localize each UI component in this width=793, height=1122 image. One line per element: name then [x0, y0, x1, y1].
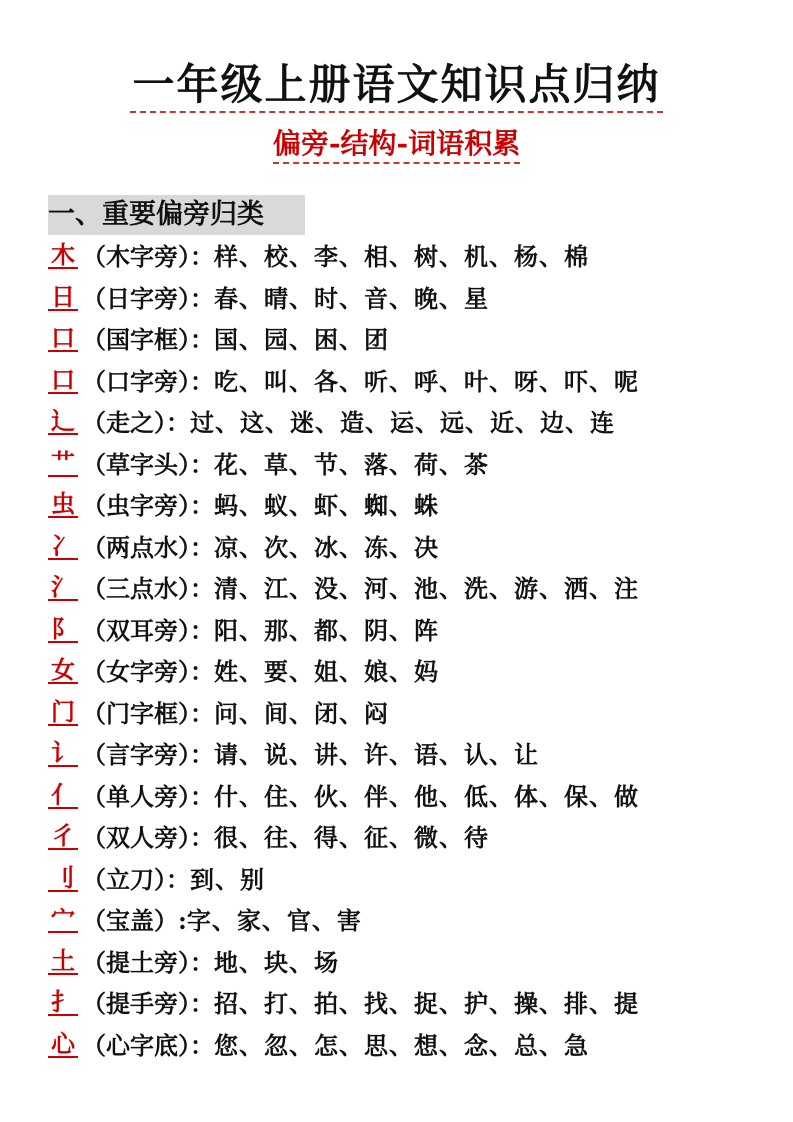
radical: 日: [48, 278, 78, 311]
page-subtitle: [0, 122, 793, 162]
example-characters: 凉、次、冰、冻、决: [214, 532, 439, 562]
radical-name: （单人旁）：: [82, 781, 214, 811]
radical-name: （国字框）：: [82, 325, 214, 354]
radical-row: [48, 568, 639, 610]
page-title: [0, 52, 793, 112]
example-characters: 什、住、伙、伴、他、低、体、保、做: [214, 781, 639, 811]
radical: 辶: [48, 402, 78, 435]
radical: 口: [48, 361, 78, 394]
radical-name: （提土旁）：: [82, 947, 214, 977]
radical-list: [48, 236, 639, 1066]
example-characters: 过、这、迷、造、运、远、近、边、连: [190, 408, 615, 437]
radical-row: [48, 485, 639, 527]
radical-row: [48, 236, 639, 278]
example-characters: 蚂、蚁、虾、蜘、蛛: [214, 491, 439, 520]
radical-row: [48, 817, 639, 859]
radical: 木: [48, 236, 78, 269]
radical-row: [48, 278, 639, 320]
radical-row: [48, 859, 639, 901]
example-characters: 招、打、拍、找、捉、护、操、排、提: [214, 989, 639, 1018]
radical-name: （门字框）：: [82, 698, 214, 728]
radical-name: （三点水）：: [82, 574, 214, 603]
radical: 冫: [48, 527, 78, 560]
radical: 扌: [48, 983, 78, 1016]
subtitle-text: 偏旁-结构-词语积累: [273, 127, 520, 164]
section-heading: 一、重要偏旁归类: [48, 195, 305, 235]
radical: 讠: [48, 734, 78, 767]
example-characters: 姓、要、姐、娘、妈: [214, 657, 439, 686]
radical-name: （心字底）：: [82, 1030, 214, 1060]
radical-row: [48, 610, 639, 652]
radical-row: [48, 444, 639, 486]
radical-row: [48, 983, 639, 1025]
radical-name: （走之）：: [82, 408, 190, 437]
radical-row: [48, 942, 639, 984]
radical-name: （立刀）：: [82, 864, 190, 894]
radical-name: （双人旁）：: [82, 823, 214, 852]
radical: 彳: [48, 817, 78, 850]
radical-row: [48, 527, 639, 569]
radical: 虫: [48, 485, 78, 518]
example-characters: 吃、叫、各、听、呼、叶、呀、吓、呢: [214, 366, 639, 396]
example-characters: 问、间、闭、闷: [214, 698, 389, 728]
example-characters: 春、晴、时、音、晚、星: [214, 283, 489, 313]
radical-name: （虫字旁）：: [82, 491, 214, 520]
radical-name: （两点水）：: [82, 532, 214, 562]
radical: 艹: [48, 444, 78, 477]
radical: 门: [48, 693, 78, 726]
example-characters: 样、校、李、相、树、机、杨、棉: [214, 242, 589, 271]
radical-name: （提手旁）：: [82, 989, 214, 1018]
radical-row: [48, 776, 639, 818]
example-characters: 国、园、困、团: [214, 325, 389, 354]
radical-name: （女字旁）：: [82, 657, 214, 686]
example-characters: 地、块、场: [214, 947, 339, 977]
example-characters: 花、草、节、落、荷、茶: [214, 449, 489, 479]
title-text: 一年级上册语文知识点归纳: [130, 60, 662, 113]
radical-row: [48, 402, 639, 444]
radical-name: （木字旁）：: [82, 242, 214, 271]
radical-name: （言字旁）：: [82, 740, 214, 769]
example-characters: 您、忽、怎、思、想、念、总、急: [214, 1030, 589, 1060]
example-characters: 到、别: [190, 864, 265, 894]
example-characters: 字、家、官、害: [186, 906, 362, 935]
radical: 刂: [48, 859, 78, 892]
radical-name: （草字头）：: [82, 449, 214, 479]
radical-row: [48, 651, 639, 693]
radical-row: [48, 693, 639, 735]
radical: 女: [48, 651, 78, 684]
example-characters: 很、往、得、征、微、待: [214, 823, 489, 852]
radical: 氵: [48, 568, 78, 601]
radical-name: （口字旁）：: [82, 366, 214, 396]
radical-row: [48, 361, 639, 403]
radical: 口: [48, 319, 78, 352]
example-characters: 请、说、讲、许、语、认、让: [214, 740, 539, 769]
example-characters: 阳、那、都、阴、阵: [214, 615, 439, 645]
radical: 土: [48, 942, 78, 975]
radical-row: [48, 900, 639, 942]
radical-row: [48, 319, 639, 361]
example-characters: 清、江、没、河、池、洗、游、洒、注: [214, 574, 639, 603]
radical: 亻: [48, 776, 78, 809]
radical-row: [48, 734, 639, 776]
radical: 宀: [48, 900, 78, 933]
radical: 阝: [48, 610, 78, 643]
radical-name: （宝盖）:: [82, 906, 187, 935]
radical-row: [48, 1025, 639, 1067]
radical-name: （日字旁）：: [82, 283, 214, 313]
radical-name: （双耳旁）：: [82, 615, 214, 645]
radical: 心: [48, 1025, 78, 1058]
